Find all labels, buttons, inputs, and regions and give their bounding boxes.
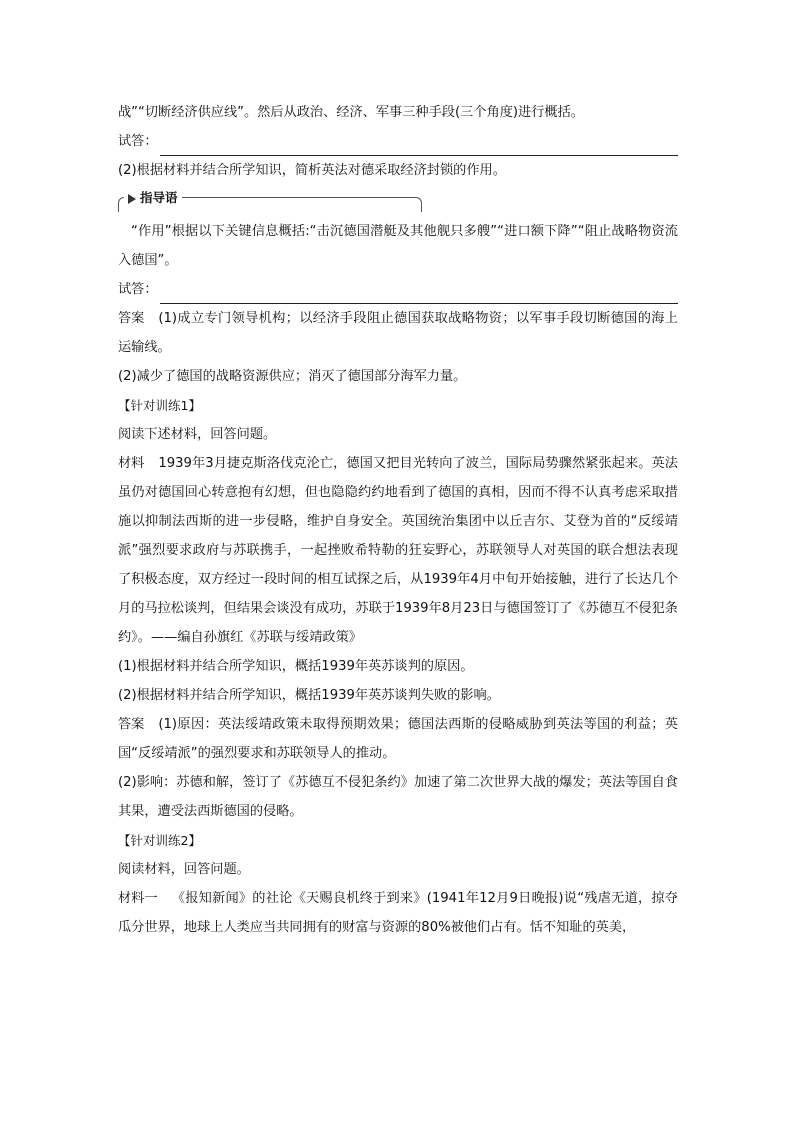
guide-text: “作用”根据以下关键信息概括:“击沉德国潜艇及其他舰只多艘”“进口额下降”“阻止战略物资流入德国”。: [118, 224, 678, 268]
material-1-text: 《报知新闻》的社论《天赐良机终于到来》(1941年12月9日晚报)说“残虐无道，掠夺瓜分世界，地球上人类应当共同拥有的财富与资源的80%被他们占有。恬不知耻的英美，: [118, 891, 678, 935]
training-1-intro: 阅读下述材料，回答问题。: [118, 427, 277, 442]
answer-underline: [160, 135, 678, 156]
training-1-question-2: (2)根据材料并结合所学知识，概括1939年英苏谈判失败的影响。: [118, 688, 500, 703]
document-page: [118, 98, 678, 942]
paragraph-continuation: 战”“切断经济供应线”。然后从政治、经济、军事三种手段(三个角度)进行概括。: [118, 105, 584, 120]
training-1-question-1: (1)根据材料并结合所学知识，概括1939年英苏谈判的原因。: [118, 659, 474, 674]
answer-text-2: (2)减少了德国的战略资源供应；消灭了德国部分海军力量。: [118, 369, 467, 384]
training-1-answer-2: (2)影响：苏德和解，签订了《苏德互不侵犯条约》加速了第二次世界大战的爆发；英法等国自食其果，遭受法西斯德国的侵略。: [118, 775, 678, 819]
material-1-heading: 材料一: [118, 891, 158, 906]
material-heading: 材料: [118, 456, 145, 471]
material-text: 1939年3月捷克斯洛伐克沦亡，德国又把目光转向了波兰，国际局势骤然紧张起来。英法虽仍对德国回心转意抱有幻想，但也隐隐约约地看到了德国的真相，因而不得不认真考虑采取措施以抑制法西斯的进一步侵略，维护自身安全。英国统治集团中以丘吉尔、艾登为首的“反绥靖派”强烈要求政府与苏联携手，一起挫败希特勒的狂妄野心，苏联领导人对英国的联合想法表现了积极态度，双方经过一段时间的相互试探之后，从1939年4月中旬开始接触，进行了长达几个月的马拉松谈判，但结果会谈没有成功，苏联于1939年8月23日与德国签订了《苏德互不侵犯条约》。——编自孙旗红《苏联与绥靖政策》: [118, 456, 678, 645]
answer-underline: [160, 283, 678, 304]
question-2: (2)根据材料并结合所学知识，简析英法对德采取经济封锁的作用。: [118, 163, 506, 178]
training-1-title: 【针对训练1】: [118, 398, 201, 413]
training-1-answer-text-1: (1)原因：英法绥靖政策未取得预期效果；德国法西斯的侵略威胁到英法等国的利益；英国“反绥靖派”的强烈要求和苏联领导人的推动。: [118, 717, 678, 761]
training-2-intro: 阅读材料，回答问题。: [118, 862, 250, 877]
guide-header: [118, 189, 678, 215]
answer-heading: 答案: [118, 717, 145, 732]
training-1-answer-1: [118, 710, 678, 768]
guide-label: 指导语: [140, 190, 178, 205]
arrow-icon: [128, 194, 136, 204]
answer-label: 试答：: [118, 134, 158, 149]
material-1-block: [118, 884, 678, 942]
material-block: [118, 449, 678, 652]
answer-text-1: (1)成立专门领导机构；以经济手段阻止德国获取战略物资；以军事手段切断德国的海上运输线。: [118, 311, 678, 355]
answer-label: 试答：: [118, 282, 158, 297]
answer-line-1[interactable]: [118, 127, 678, 156]
answer-line-2[interactable]: [118, 275, 678, 304]
answer-block-1: [118, 304, 678, 362]
guide-tag: [124, 189, 182, 207]
answer-heading: 答案: [118, 311, 145, 326]
training-2-title: 【针对训练2】: [118, 833, 201, 848]
